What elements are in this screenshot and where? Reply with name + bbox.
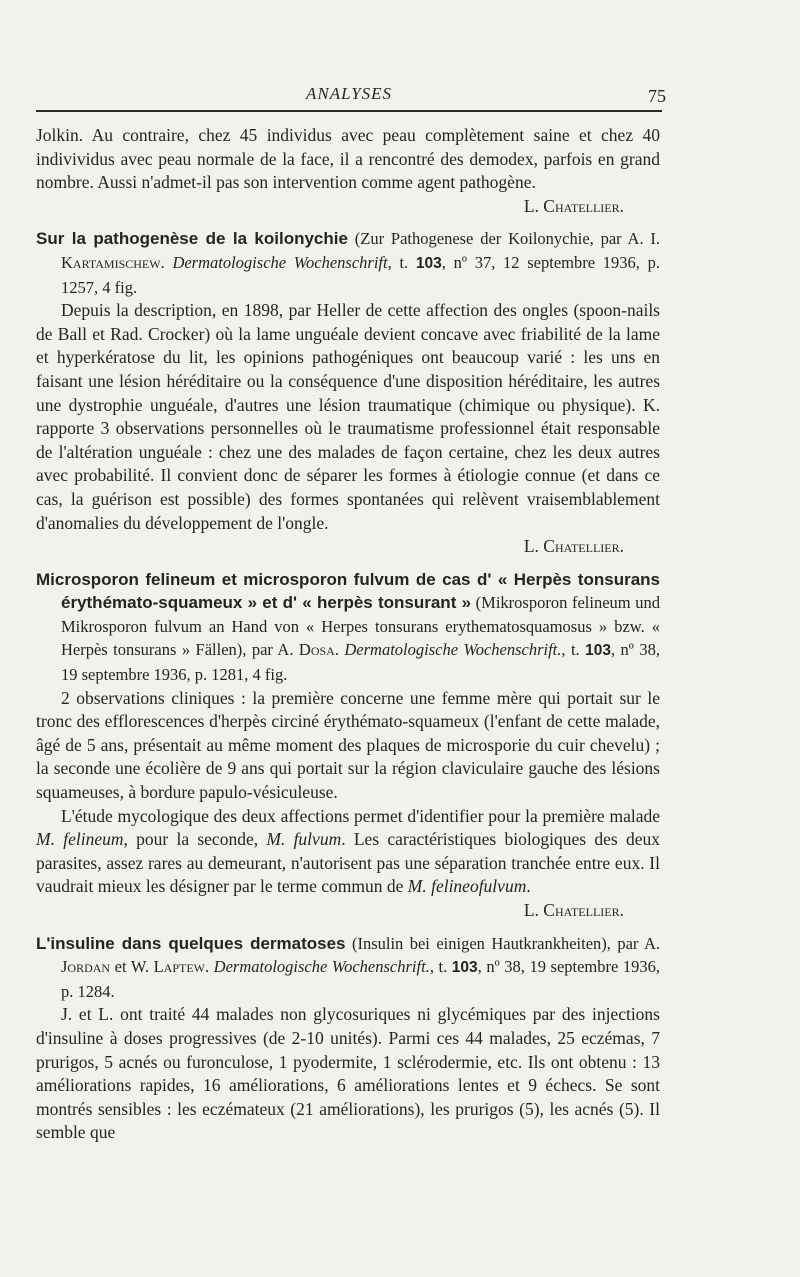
article-title: Sur la pathogenèse de la koilonychie [36, 229, 348, 249]
article-paragraph: 2 observations cliniques : la première concerne une femme mère qui portait sur le tronc des efflorescences d'herpès circiné érythémato-squameux (l'enfant de cette malade, âgé de 5 ans, présentait au même moment des plaques de microsporie du cuir chevelu) ; la seconde une écolière de 9 ans qui portait sur la région claviculaire gauche des lésions squameuses, à bordure papulo-vésiculeuse. [36, 687, 660, 803]
author: Dosa [298, 640, 335, 660]
running-head: ANALYSES [305, 84, 393, 103]
article-microsporon [36, 568, 660, 923]
page-header [36, 84, 666, 114]
article-insuline [36, 932, 660, 1145]
author: Jordan [61, 957, 111, 977]
article-paragraph: L'étude mycologique des deux affections permet d'identifier pour la première malade M. felineum, pour la seconde, M. fulvum. Les caractéristiques biologiques des deux parasites, assez rares au demeurant, n'autorisent pas une séparation tranchée entre eux. Il vaudrait mieux les désigner par le terme commun de M. felineofulvum. L. Chatellier. [36, 805, 660, 923]
article-heading: L'insuline dans quelques dermatoses (Insulin bei einigen Hautkrankheiten), par A. Jordan et W. Laptew. Dermatologische Wochenschrift., t. 103, nº 38, 19 septembre 1936, p. 1284. [36, 933, 661, 1001]
volume: 103 [451, 959, 478, 977]
signature: L. Chatellier. [523, 536, 624, 557]
article-paragraph [36, 124, 660, 218]
signature: L. Chatellier. [523, 900, 624, 920]
header-rule [36, 110, 662, 112]
article-title: Microsporon felineum et microsporon fulvum de cas d' « Herpès tonsurans érythémato-squameux » et d' « herpès tonsurant » [36, 569, 660, 613]
article-koilonychie [36, 227, 660, 558]
journal-name: Dermatologische Wochenschrift. [344, 640, 562, 660]
article-continued [36, 124, 660, 218]
author: Laptew [153, 957, 205, 977]
page-number: 75 [648, 86, 666, 106]
article-paragraph: J. et L. ont traité 44 malades non glycosuriques ni glycémiques par des injections d'insuline à doses progressives (de 2-10 unités). Parmi ces 44 malades, 25 eczémas, 7 prurigos, 5 acnés ou furonculose, 1 pyodermite, 1 sclérodermie, etc. Ils ont obtenu : 13 améliorations rapides, 16 améliorations, 6 améliorations lentes et 9 échecs. Se sont montrés sensibles : les eczémateux (21 améliorations), les prurigos (5), les acnés (5). Il semble que [36, 1004, 660, 1143]
species-name: M. felineofulvum [407, 876, 527, 897]
journal-name: Dermatologische Wochenschrift [172, 252, 388, 272]
paragraph-text: Jolkin. Au contraire, chez 45 individus avec peau complètement saine et chez 40 indivividus avec peau normale de la face, il a rencontré des demodex, parfois en grand nombre. Aussi n'admet-il pas son intervention comme agent pathogène. [36, 125, 660, 193]
journal-name: Dermatologische Wochenschrift. [213, 957, 430, 977]
volume: 103 [415, 254, 442, 272]
page-body [36, 124, 660, 1145]
article-heading: Microsporon felineum et microsporon fulvum de cas d' « Herpès tonsurans érythémato-squameux » et d' « herpès tonsurant » (Mikrosporon felineum und Mikrosporon fulvum an Hand von « Herpes tonsurans erythematosquamosus » bzw. « Herpès tonsurans » Fällen), par A. Dosa. Dermatologische Wochenschrift., t. 103, nº 38, 19 septembre 1936, p. 1281, 4 fig. [36, 569, 660, 685]
author: Kartamischew [61, 252, 161, 272]
signature: L. Chatellier. [523, 195, 624, 216]
article-title: L'insuline dans quelques dermatoses [36, 933, 346, 953]
species-name: M. felineum [36, 829, 124, 850]
article-heading: Sur la pathogenèse de la koilonychie (Zur Pathogenese der Koilonychie, par A. I. Kartamischew. Dermatologische Wochenschrift, t. 103, nº 37, 12 septembre 1936, p. 1257, 4 fig. [36, 229, 661, 297]
volume: 103 [585, 642, 611, 660]
paragraph-text: Depuis la description, en 1898, par Heller de cette affection des ongles (spoon-nails de Ball et Rad. Crocker) où la lame unguéale devient concave avec friabilité de la lame et hyperkératose du lit, les opinions pathogéniques ont beaucoup varié : les uns en faisant une lésion héréditaire ou la conséquence d'une disposition héréditaire, les autres une dystrophie unguéale, d'autres une lésion traumatique (chimique ou physique). K. rapporte 3 observations personnelles où le traumatisme professionnel était responsable de l'altération unguéale : chez une des malades de façon certaine, chez les deux autres avec probabilité. Il convient donc de séparer les formes à étiologie connue (et dans ce cas, la guérison est possible) des formes spontanées qui relèvent vraisemblablement d'anomalies du développement de l'ongle. [36, 300, 660, 533]
article-paragraph [36, 299, 660, 559]
species-name: M. fulvum [266, 829, 342, 850]
